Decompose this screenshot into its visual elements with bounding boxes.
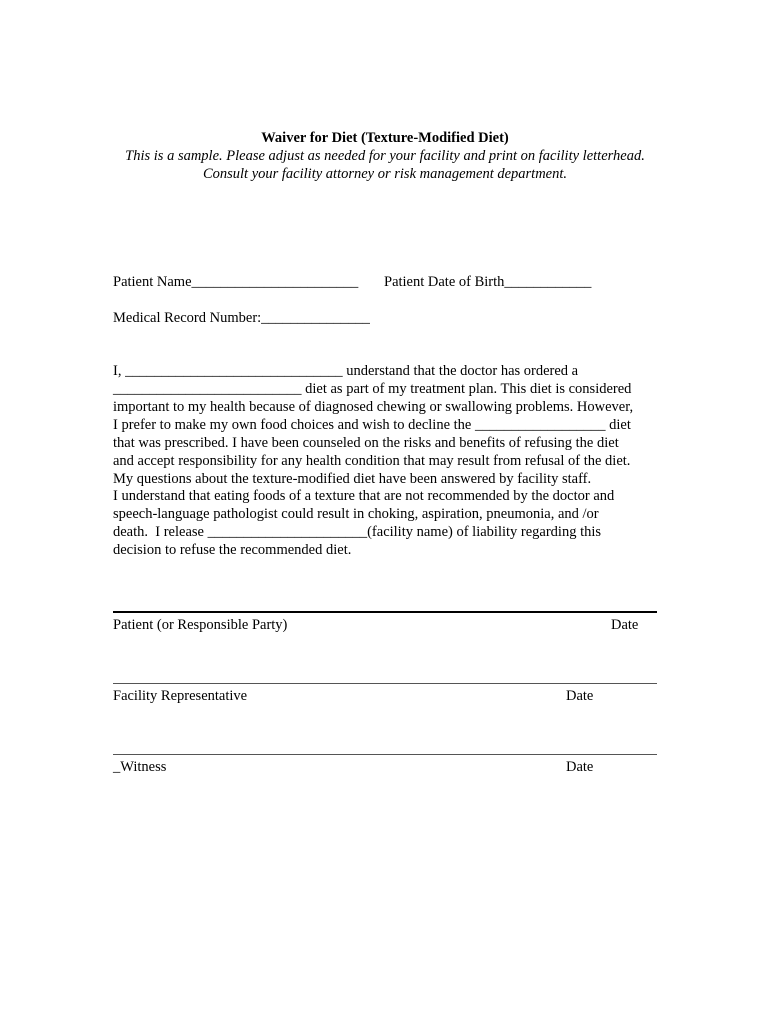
document-title: Waiver for Diet (Texture-Modified Diet) — [261, 130, 509, 146]
patient-dob-field[interactable]: Patient Date of Birth____________ — [384, 274, 592, 290]
subtitle-line-1: This is a sample. Please adjust as needed for your facility and print on facility letterhead. — [125, 148, 645, 164]
subtitle-line-2: Consult your facility attorney or risk management department. — [202, 166, 568, 182]
paragraph-line: I, ______________________________ understand that the doctor has ordered a — [113, 363, 579, 379]
paragraph-line: __________________________ diet as part of my treatment plan. This diet is considered — [113, 381, 632, 397]
witness-date-label: Date — [566, 759, 594, 775]
paragraph-line: and accept responsibility for any health condition that may result from refusal of the diet. — [113, 453, 631, 469]
patient-signature-label: Patient (or Responsible Party) — [113, 617, 288, 633]
paragraph-line: I prefer to make my own food choices and wish to decline the __________________ diet — [113, 417, 631, 433]
witness-signature-line[interactable] — [113, 754, 657, 755]
paragraph-line: I understand that eating foods of a texture that are not recommended by the doctor and — [113, 488, 615, 504]
witness-signature-label: _Witness — [113, 759, 167, 775]
patient-signature-line[interactable] — [113, 611, 657, 613]
facility-signature-label: Facility Representative — [113, 688, 248, 704]
paragraph-line: death. I release ______________________(facility name) of liability regarding this — [113, 524, 602, 540]
patient-date-label: Date — [611, 617, 639, 633]
paragraph-line: important to my health because of diagnosed chewing or swallowing problems. However, — [113, 399, 634, 415]
paragraph-line: My questions about the texture-modified diet have been answered by facility staff. — [113, 471, 592, 487]
paragraph-line: decision to refuse the recommended diet. — [113, 542, 352, 558]
patient-name-field[interactable]: Patient Name_______________________ — [113, 274, 359, 290]
paragraph-line: speech-language pathologist could result in choking, aspiration, pneumonia, and /or — [113, 506, 599, 522]
paragraph-line: that was prescribed. I have been counseled on the risks and benefits of refusing the diet — [113, 435, 619, 451]
facility-signature-line[interactable] — [113, 683, 657, 684]
medical-record-field[interactable]: Medical Record Number:_______________ — [113, 310, 370, 326]
facility-date-label: Date — [566, 688, 594, 704]
